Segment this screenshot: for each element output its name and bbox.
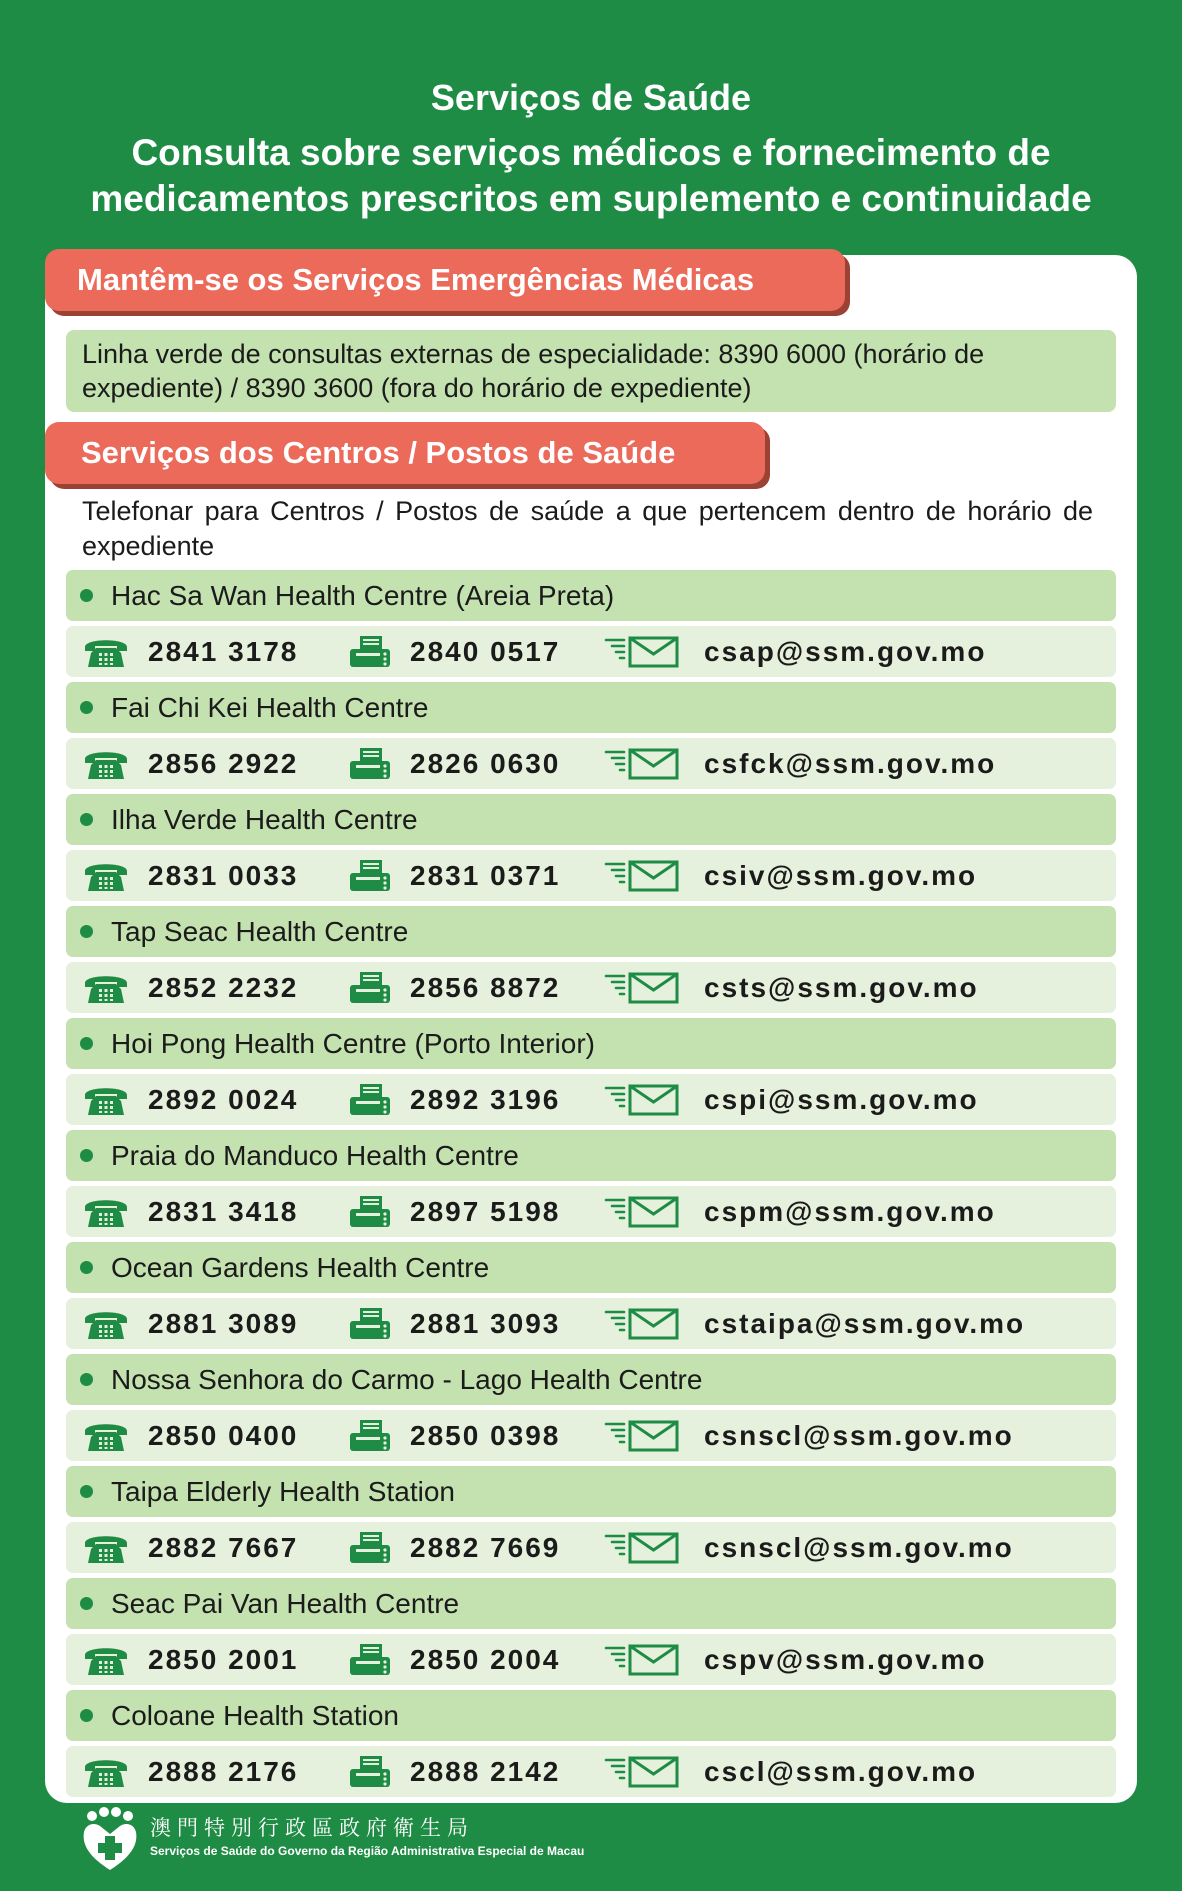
fax-icon	[348, 1186, 394, 1237]
health-centre-name: Ilha Verde Health Centre	[111, 803, 418, 835]
email-icon	[604, 1186, 682, 1237]
email-icon	[604, 962, 682, 1013]
email-address[interactable]: csiv@ssm.gov.mo	[704, 859, 978, 891]
phone-number[interactable]: 2831 0033	[148, 859, 299, 891]
health-centre-name: Taipa Elderly Health Station	[111, 1475, 455, 1507]
fax-icon	[348, 1634, 394, 1685]
health-centre-contact-row	[66, 1746, 1116, 1797]
health-centre	[66, 1242, 1116, 1354]
phone-number[interactable]: 2852 2232	[148, 971, 299, 1003]
phone-number[interactable]: 2831 3418	[148, 1195, 299, 1227]
fax-icon	[348, 1074, 394, 1125]
health-centre-name-row	[66, 1690, 1116, 1741]
email-address[interactable]: cspi@ssm.gov.mo	[704, 1083, 979, 1115]
fax-number: 2831 0371	[410, 859, 561, 891]
footer-org-chinese: 澳門特別行政區政府衛生局	[150, 1816, 474, 1840]
page-subtitle	[0, 130, 1182, 222]
health-centre-name: Tap Seac Health Centre	[111, 915, 409, 947]
email-address[interactable]: csap@ssm.gov.mo	[704, 635, 987, 667]
page-subtitle-line2: medicamentos prescritos em suplemento e continuidade	[90, 178, 1092, 219]
footer-org-portuguese: Serviços de Saúde do Governo da Região Administrativa Especial de Macau	[150, 1844, 585, 1858]
phone-number[interactable]: 2841 3178	[148, 635, 299, 667]
health-centre-list	[66, 570, 1116, 1802]
fax-icon	[348, 850, 394, 901]
header	[0, 72, 1182, 222]
health-centre-name-row	[66, 1466, 1116, 1517]
email-address[interactable]: csts@ssm.gov.mo	[704, 971, 979, 1003]
bullet-icon	[80, 1597, 93, 1610]
health-centre-name: Hac Sa Wan Health Centre (Areia Preta)	[111, 579, 615, 611]
phone-number[interactable]: 2888 2176	[148, 1755, 299, 1787]
health-centre	[66, 570, 1116, 682]
email-icon	[604, 1410, 682, 1461]
bullet-icon	[80, 1149, 93, 1162]
health-centre-contact-row	[66, 1410, 1116, 1461]
health-centre-name-row	[66, 1242, 1116, 1293]
fax-number: 2892 3196	[410, 1083, 561, 1115]
health-centre-name: Seac Pai Van Health Centre	[111, 1587, 460, 1619]
email-icon	[604, 1298, 682, 1349]
email-address[interactable]: csnscl@ssm.gov.mo	[704, 1531, 1014, 1563]
email-address[interactable]: cstaipa@ssm.gov.mo	[704, 1307, 1026, 1339]
fax-number: 2856 8872	[410, 971, 561, 1003]
email-icon	[604, 850, 682, 901]
health-centre-contact-row	[66, 1634, 1116, 1685]
health-centre-name: Coloane Health Station	[111, 1699, 399, 1731]
health-centre	[66, 1130, 1116, 1242]
health-centre-contact-row	[66, 962, 1116, 1013]
bullet-icon	[80, 589, 93, 602]
email-icon	[604, 626, 682, 677]
health-centre	[66, 794, 1116, 906]
health-centre	[66, 1578, 1116, 1690]
phone-icon	[82, 962, 130, 1013]
fax-icon	[348, 626, 394, 677]
health-centre-name-row	[66, 682, 1116, 733]
health-centre-name-row	[66, 906, 1116, 957]
health-centre	[66, 906, 1116, 1018]
fax-number: 2840 0517	[410, 635, 561, 667]
phone-icon	[82, 1298, 130, 1349]
email-address[interactable]: cspm@ssm.gov.mo	[704, 1195, 996, 1227]
emergency-section-tab: Mantêm-se os Serviços Emergências Médicas	[45, 249, 845, 311]
health-centre-name: Praia do Manduco Health Centre	[111, 1139, 519, 1171]
phone-number[interactable]: 2881 3089	[148, 1307, 299, 1339]
bullet-icon	[80, 701, 93, 714]
health-centre	[66, 682, 1116, 794]
fax-number: 2888 2142	[410, 1755, 561, 1787]
health-centre-name-row	[66, 1578, 1116, 1629]
fax-icon	[348, 738, 394, 789]
health-centre	[66, 1690, 1116, 1802]
health-centre-contact-row	[66, 738, 1116, 789]
email-icon	[604, 1074, 682, 1125]
health-centre-name-row	[66, 1130, 1116, 1181]
bullet-icon	[80, 1261, 93, 1274]
health-centre-contact-row	[66, 850, 1116, 901]
phone-icon	[82, 738, 130, 789]
fax-icon	[348, 1746, 394, 1797]
email-icon	[604, 738, 682, 789]
phone-icon	[82, 1634, 130, 1685]
bullet-icon	[80, 1485, 93, 1498]
health-centre-name-row	[66, 570, 1116, 621]
page-title: Serviços de Saúde	[430, 77, 752, 118]
phone-icon	[82, 1186, 130, 1237]
phone-icon	[82, 1410, 130, 1461]
bullet-icon	[80, 1373, 93, 1386]
bullet-icon	[80, 813, 93, 826]
fax-number: 2850 2004	[410, 1643, 561, 1675]
health-centre-contact-row	[66, 626, 1116, 677]
phone-icon	[82, 626, 130, 677]
email-icon	[604, 1634, 682, 1685]
phone-number[interactable]: 2856 2922	[148, 747, 299, 779]
health-centres-section-tab: Serviços dos Centros / Postos de Saúde	[45, 422, 765, 484]
health-centre-name: Hoi Pong Health Centre (Porto Interior)	[111, 1027, 595, 1059]
health-centre-name-row	[66, 1018, 1116, 1069]
phone-number[interactable]: 2850 0400	[148, 1419, 299, 1451]
bullet-icon	[80, 1037, 93, 1050]
email-icon	[604, 1746, 682, 1797]
phone-icon	[82, 850, 130, 901]
health-centre-name: Ocean Gardens Health Centre	[111, 1251, 490, 1283]
fax-number: 2826 0630	[410, 747, 561, 779]
health-centre-contact-row	[66, 1522, 1116, 1573]
health-centre	[66, 1018, 1116, 1130]
phone-number[interactable]: 2850 2001	[148, 1643, 299, 1675]
email-address[interactable]: cspv@ssm.gov.mo	[704, 1643, 987, 1675]
footer	[80, 1806, 680, 1876]
fax-icon	[348, 1410, 394, 1461]
fax-number: 2897 5198	[410, 1195, 561, 1227]
fax-icon	[348, 962, 394, 1013]
bullet-icon	[80, 1709, 93, 1722]
ssm-logo-icon	[80, 1806, 140, 1872]
fax-number: 2881 3093	[410, 1307, 561, 1339]
bullet-icon	[80, 925, 93, 938]
fax-number: 2850 0398	[410, 1419, 561, 1451]
email-address[interactable]: csfck@ssm.gov.mo	[704, 747, 997, 779]
health-centre-contact-row	[66, 1298, 1116, 1349]
fax-icon	[348, 1522, 394, 1573]
phone-icon	[82, 1746, 130, 1797]
fax-number: 2882 7669	[410, 1531, 561, 1563]
phone-number[interactable]: 2892 0024	[148, 1083, 299, 1115]
page-subtitle-line1: Consulta sobre serviços médicos e fornecimento de	[131, 132, 1051, 173]
health-centres-intro: Telefonar para Centros / Postos de saúde a que pertencem dentro de horário de expediente	[82, 496, 1093, 561]
health-centre-name-row	[66, 794, 1116, 845]
health-centre-name-row	[66, 1354, 1116, 1405]
health-centre-contact-row	[66, 1074, 1116, 1125]
phone-number[interactable]: 2882 7667	[148, 1531, 299, 1563]
phone-icon	[82, 1522, 130, 1573]
fax-icon	[348, 1298, 394, 1349]
phone-icon	[82, 1074, 130, 1125]
health-centre-name: Fai Chi Kei Health Centre	[111, 691, 429, 723]
health-centre	[66, 1354, 1116, 1466]
email-icon	[604, 1522, 682, 1573]
health-centre-name: Nossa Senhora do Carmo - Lago Health Centre	[111, 1363, 703, 1395]
email-address[interactable]: cscl@ssm.gov.mo	[704, 1755, 978, 1787]
health-centre	[66, 1466, 1116, 1578]
health-centre-contact-row	[66, 1186, 1116, 1237]
email-address[interactable]: csnscl@ssm.gov.mo	[704, 1419, 1014, 1451]
emergency-info-box: Linha verde de consultas externas de especialidade: 8390 6000 (horário de expediente) / 8390 3600 (fora do horário de expediente)	[66, 330, 1116, 412]
